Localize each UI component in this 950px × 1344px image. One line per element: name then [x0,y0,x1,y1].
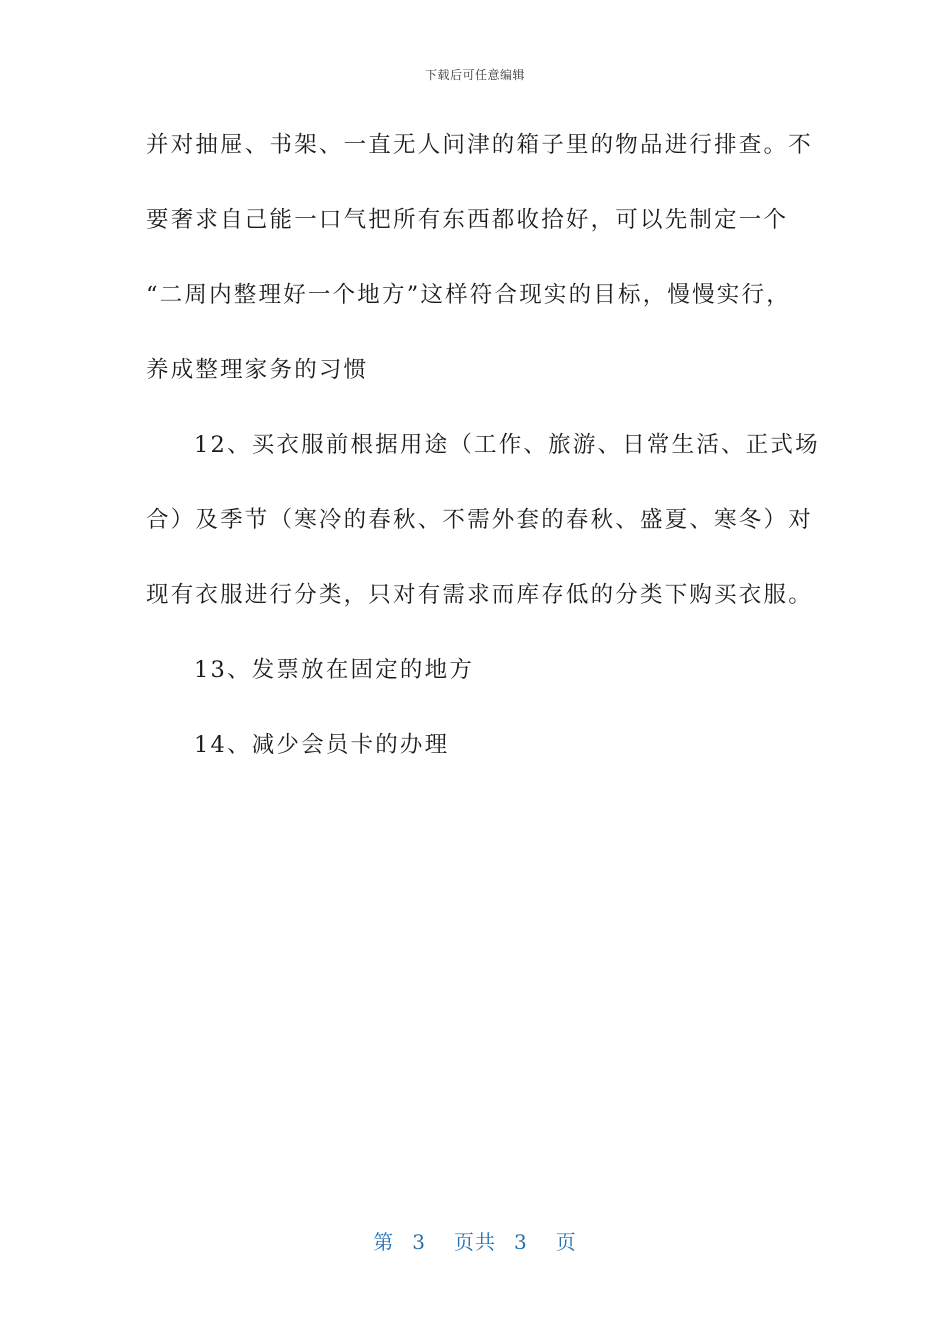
item-12-line-3: 现有衣服进行分类，只对有需求而库存低的分类下购买衣服。 [146,582,813,608]
header-note: 下载后可任意编辑 [424,68,525,82]
body-line-3: “二周内整理好一个地方”这样符合现实的目标，慢慢实行， [146,282,791,308]
item-12-line-2: 合）及季节（寒冷的春秋、不需外套的春秋、盛夏、寒冬）对 [146,507,813,533]
page-current: 3 [412,1230,426,1254]
item-12-line-1: 12、买衣服前根据用途（工作、旅游、日常生活、正式场 [194,432,820,458]
page-footer [0,1226,950,1255]
page-mid: 页共 [454,1230,496,1254]
page-prefix: 第 [373,1230,395,1254]
body-line-2: 要奢求自己能一口气把所有东西都收拾好，可以先制定一个 [146,207,789,233]
page-total: 3 [514,1230,528,1254]
item-14: 14、减少会员卡的办理 [194,732,450,758]
body-line-1: 并对抽屉、书架、一直无人问津的箱子里的物品进行排查。不 [146,132,813,158]
item-13: 13、发票放在固定的地方 [194,657,475,683]
page-suffix: 页 [555,1230,577,1254]
body-line-4: 养成整理家务的习惯 [146,357,369,383]
